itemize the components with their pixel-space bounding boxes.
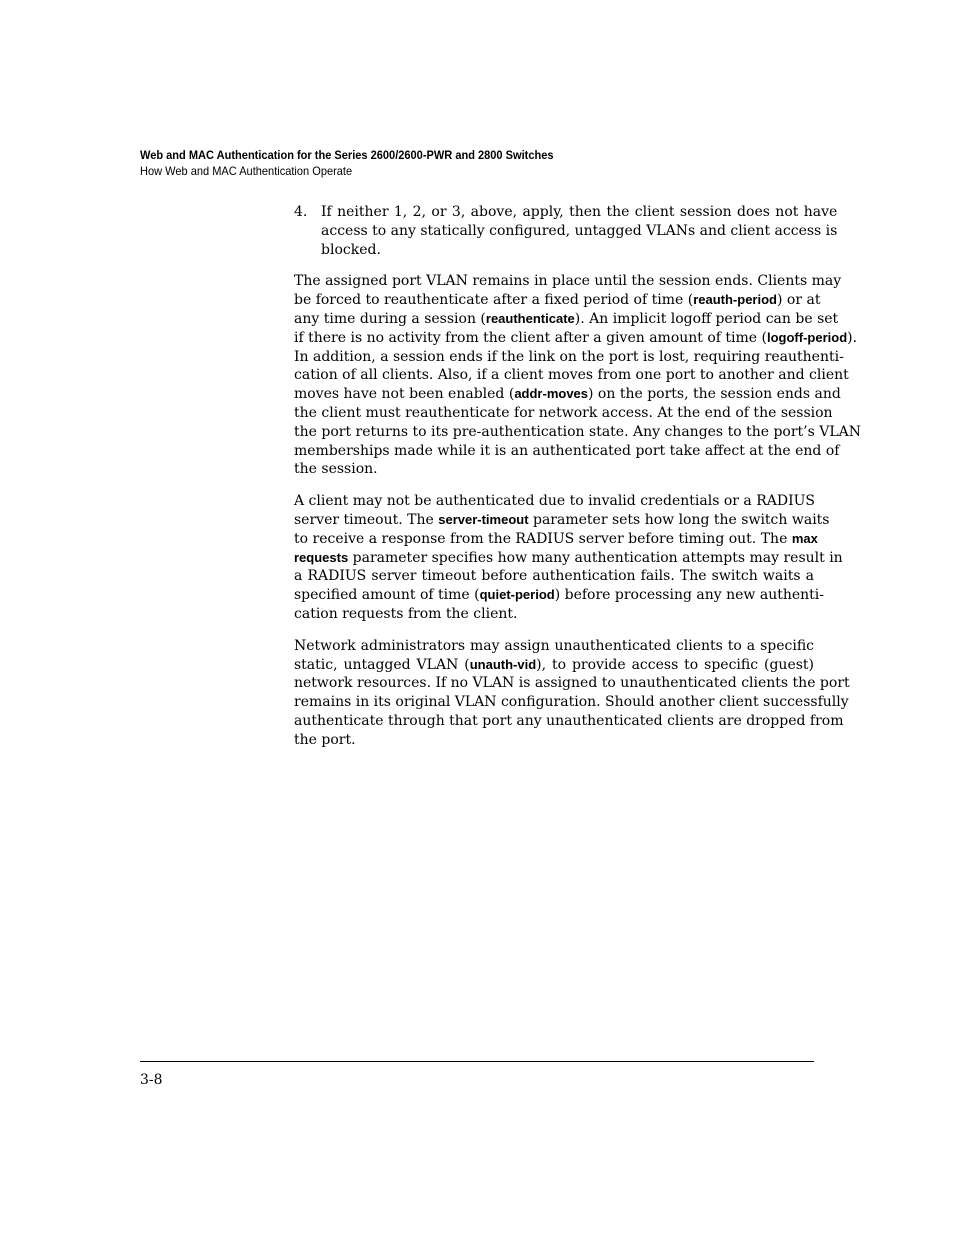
paragraph-session-vlan bbox=[294, 272, 862, 479]
list-item-text bbox=[321, 203, 837, 259]
text-line: If neither 1, 2, or 3, above, apply, then the client session does not have bbox=[321, 204, 838, 220]
keyword-unauth-vid: unauth-vid bbox=[469, 656, 537, 672]
text-line: authenticate through that port any unauthenticated clients are dropped from bbox=[294, 712, 844, 729]
text-line: cation of all clients. Also, if a client moves from one port to another and client bbox=[294, 367, 849, 384]
text-line: In addition, a session ends if the link on the port is lost, requiring reauthenti- bbox=[294, 348, 844, 365]
text-line: the port returns to its pre-authentication state. Any changes to the port’s VLAN bbox=[294, 423, 862, 440]
keyword-addr-moves: addr-moves bbox=[514, 386, 589, 402]
text-line: blocked. bbox=[321, 241, 381, 258]
text-line: the client must reauthenticate for network access. At the end of the session bbox=[294, 404, 833, 421]
text-line: any time during a session (reauthenticate). An implicit logoff period can be set bbox=[294, 310, 839, 327]
text-line: a RADIUS server timeout before authentication fails. The switch waits a bbox=[294, 568, 814, 585]
section-title: How Web and MAC Authentication Operate bbox=[140, 164, 353, 178]
running-header bbox=[140, 147, 820, 179]
text-line: memberships made while it is an authenticated port take affect at the end of bbox=[294, 442, 840, 459]
text-line: server timeout. The server-timeout parameter sets how long the switch waits bbox=[294, 511, 830, 528]
list-item-number: 4. bbox=[294, 204, 308, 220]
keyword-logoff-period: logoff-period bbox=[767, 329, 848, 345]
text-line: The assigned port VLAN remains in place until the session ends. Clients may bbox=[294, 273, 842, 290]
keyword-reauth-period: reauth-period bbox=[693, 292, 777, 308]
keyword-server-timeout: server-timeout bbox=[438, 511, 529, 527]
text-line: the session. bbox=[294, 461, 378, 478]
keyword-requests: requests bbox=[294, 549, 349, 565]
text-line: remains in its original VLAN configuration. Should another client successfully bbox=[294, 694, 849, 711]
paragraph-auth-failure bbox=[294, 492, 843, 624]
chapter-title: Web and MAC Authentication for the Series 2600/2600-PWR and 2800 Switches bbox=[140, 148, 554, 162]
text-line: access to any statically configured, untagged VLANs and client access is bbox=[321, 222, 838, 239]
text-line: requests parameter specifies how many authentication attempts may result in bbox=[294, 549, 843, 566]
page-number: 3-8 bbox=[140, 1072, 163, 1088]
footer-rule bbox=[140, 1061, 814, 1062]
paragraph-unauth-vlan bbox=[294, 637, 850, 750]
keyword-max: max bbox=[791, 530, 818, 546]
text-line: network resources. If no VLAN is assigned to unauthenticated clients the port bbox=[294, 675, 850, 692]
text-line: moves have not been enabled (addr-moves) on the ports, the session ends and bbox=[294, 386, 841, 403]
body-text bbox=[294, 203, 862, 763]
text-line: the port. bbox=[294, 731, 356, 748]
text-line: if there is no activity from the client after a given amount of time (logoff-period). bbox=[294, 329, 858, 346]
text-line: cation requests from the client. bbox=[294, 605, 518, 622]
list-item bbox=[294, 203, 838, 259]
text-line: to receive a response from the RADIUS server before timing out. The max bbox=[294, 530, 818, 547]
text-line: A client may not be authenticated due to invalid credentials or a RADIUS bbox=[294, 493, 816, 510]
text-line: static, untagged VLAN (unauth-vid), to provide access to specific (guest) bbox=[294, 656, 814, 673]
text-line: Network administrators may assign unauthenticated clients to a specific bbox=[294, 637, 814, 654]
keyword-quiet-period: quiet-period bbox=[479, 587, 555, 603]
text-line: specified amount of time (quiet-period) before processing any new authenti- bbox=[294, 587, 824, 604]
text-line: be forced to reauthenticate after a fixed period of time (reauth-period) or at bbox=[294, 292, 821, 309]
keyword-reauthenticate: reauthenticate bbox=[485, 310, 575, 326]
